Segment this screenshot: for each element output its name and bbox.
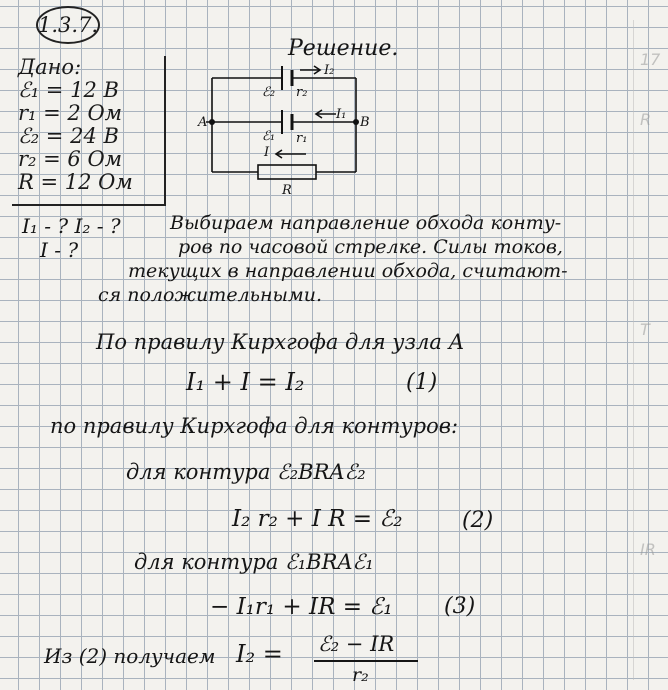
equation-1: I₁ + I = I₂: [186, 368, 305, 396]
given-line: r₁ = 2 Ом: [18, 101, 123, 125]
equation-1-number: (1): [406, 370, 438, 395]
text-line: Из (2) получаем: [44, 644, 216, 668]
r2-label: r₂: [296, 85, 308, 100]
text-line: для контура ℰ₂BRAℰ₂: [126, 460, 366, 484]
given-header: Дано:: [18, 55, 82, 79]
text-line: для контура ℰ₁BRAℰ₁: [134, 550, 374, 574]
problem-number: 1.3.7.: [36, 6, 100, 44]
r1-label: r₁: [296, 131, 308, 146]
equation-2: I₂ r₂ + I R = ℰ₂: [232, 506, 403, 532]
text-line: По правилу Кирхгофа для узла А: [96, 330, 465, 354]
page-bleed-through: 17 R T IR: [633, 20, 668, 680]
emf2-label: ℰ₂: [262, 85, 276, 100]
solution-heading: Решение.: [288, 36, 399, 61]
text-line: ров по часовой стрелке. Силы токов,: [178, 236, 563, 258]
equation-2-number: (2): [462, 508, 494, 533]
given-line: ℰ₁ = 12 В: [18, 78, 119, 102]
i2-label: I₂: [324, 63, 335, 78]
resistor-label: R: [282, 183, 292, 198]
i-label: I: [264, 145, 270, 160]
given-block: [12, 56, 166, 206]
given-line: R = 12 Ом: [18, 170, 133, 194]
fraction-bar: [314, 660, 418, 662]
given-line: ℰ₂ = 24 В: [18, 124, 119, 148]
text-line: ся положительными.: [98, 284, 323, 306]
find-line: I - ?: [40, 238, 79, 262]
final-denominator: r₂: [352, 664, 369, 686]
text-line: текущих в направлении обхода, считают-: [128, 260, 568, 282]
final-lhs: I₂ =: [236, 640, 283, 668]
final-numerator: ℰ₂ − IR: [318, 632, 395, 656]
find-line: I₁ - ? I₂ - ?: [22, 214, 121, 238]
node-a-label: A: [198, 115, 208, 130]
text-line: Выбираем направление обхода конту-: [170, 212, 562, 234]
equation-3-number: (3): [444, 594, 476, 619]
equation-3: − I₁r₁ + IR = ℰ₁: [210, 594, 393, 620]
i1-label: I₁: [336, 107, 347, 122]
circuit-diagram: [196, 58, 376, 198]
emf1-label: ℰ₁: [262, 129, 276, 144]
node-b-label: B: [360, 115, 370, 130]
text-line: по правилу Кирхгофа для контуров:: [50, 414, 459, 438]
given-line: r₂ = 6 Ом: [18, 147, 123, 171]
